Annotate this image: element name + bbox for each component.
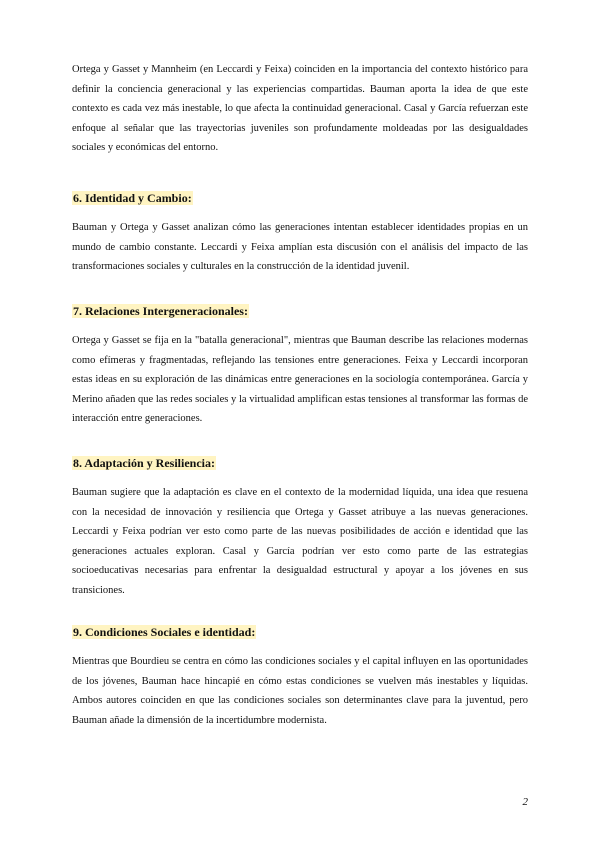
section-heading-8 (72, 455, 216, 471)
section-body-9: Mientras que Bourdieu se centra en cómo las condiciones sociales y el capital influyen en las oportunidades de los jóvenes, Bauman hace hincapié en cómo estas condiciones se vuelven más inestables y líquidas. Ambos autores coinciden en que las condiciones sociales son determinantes clave para la juventud, pero Bauman añade la dimensión de la incertidumbre modernista. (72, 656, 528, 726)
section-heading-6 (72, 190, 193, 206)
section-title: 8. Adaptación y Resiliencia: (73, 456, 216, 470)
page-number: 2 (522, 796, 528, 808)
section-heading-9 (72, 624, 256, 640)
section-title: 7. Relaciones Intergeneracionales: (73, 304, 248, 318)
section-body-6: Bauman y Ortega y Gasset analizan cómo las generaciones intentan establecer identidades propias en un mundo de cambio constante. Leccardi y Feixa amplían esta discusión con el análisis del impacto de las transformaciones sociales y culturales en la construcción de la identidad juvenil. (72, 222, 528, 273)
section-body-7: Ortega y Gasset se fija en la "batalla generacional", mientras que Bauman describe las relaciones modernas como efímeras y fragmentadas, reflejando las tensiones entre generaciones. Feixa y Leccardi incorporan estas ideas en su exploración de las dinámicas entre generaciones en la sociología contemporánea. García y Merino añaden que las redes sociales y la virtualidad amplifican estas tensiones al transformar las formas de interacción entre generaciones. (72, 335, 528, 425)
section-title: 9. Condiciones Sociales e identidad: (73, 625, 256, 639)
section-body-8: Bauman sugiere que la adaptación es clave en el contexto de la modernidad líquida, una idea que resuena con la necesidad de innovación y resiliencia que Ortega y Gasset atribuye a las nuevas generaciones. Leccardi y Feixa podrían ver esto como parte de las nuevas posibilidades de acción e identidad que las generaciones actuales exploran. Casal y García podrían ver esto como parte de las estrategias socioeducativas necesarias para enfrentar la desigualdad estructural y apoyar a los jóvenes en sus transiciones. (72, 487, 528, 596)
section-heading-7 (72, 303, 249, 319)
section-title: 6. Identidad y Cambio: (73, 191, 192, 205)
intro-paragraph: Ortega y Gasset y Mannheim (en Leccardi y Feixa) coinciden en la importancia del contexto histórico para definir la conciencia generacional y las experiencias compartidas. Bauman aporta la idea de que este contexto es cada vez más inestable, lo que afecta la continuidad generacional. Casal y García refuerzan este enfoque al señalar que las trayectorias juveniles son profundamente moldeadas por las desigualdades sociales y económicas del entorno. (72, 64, 528, 154)
